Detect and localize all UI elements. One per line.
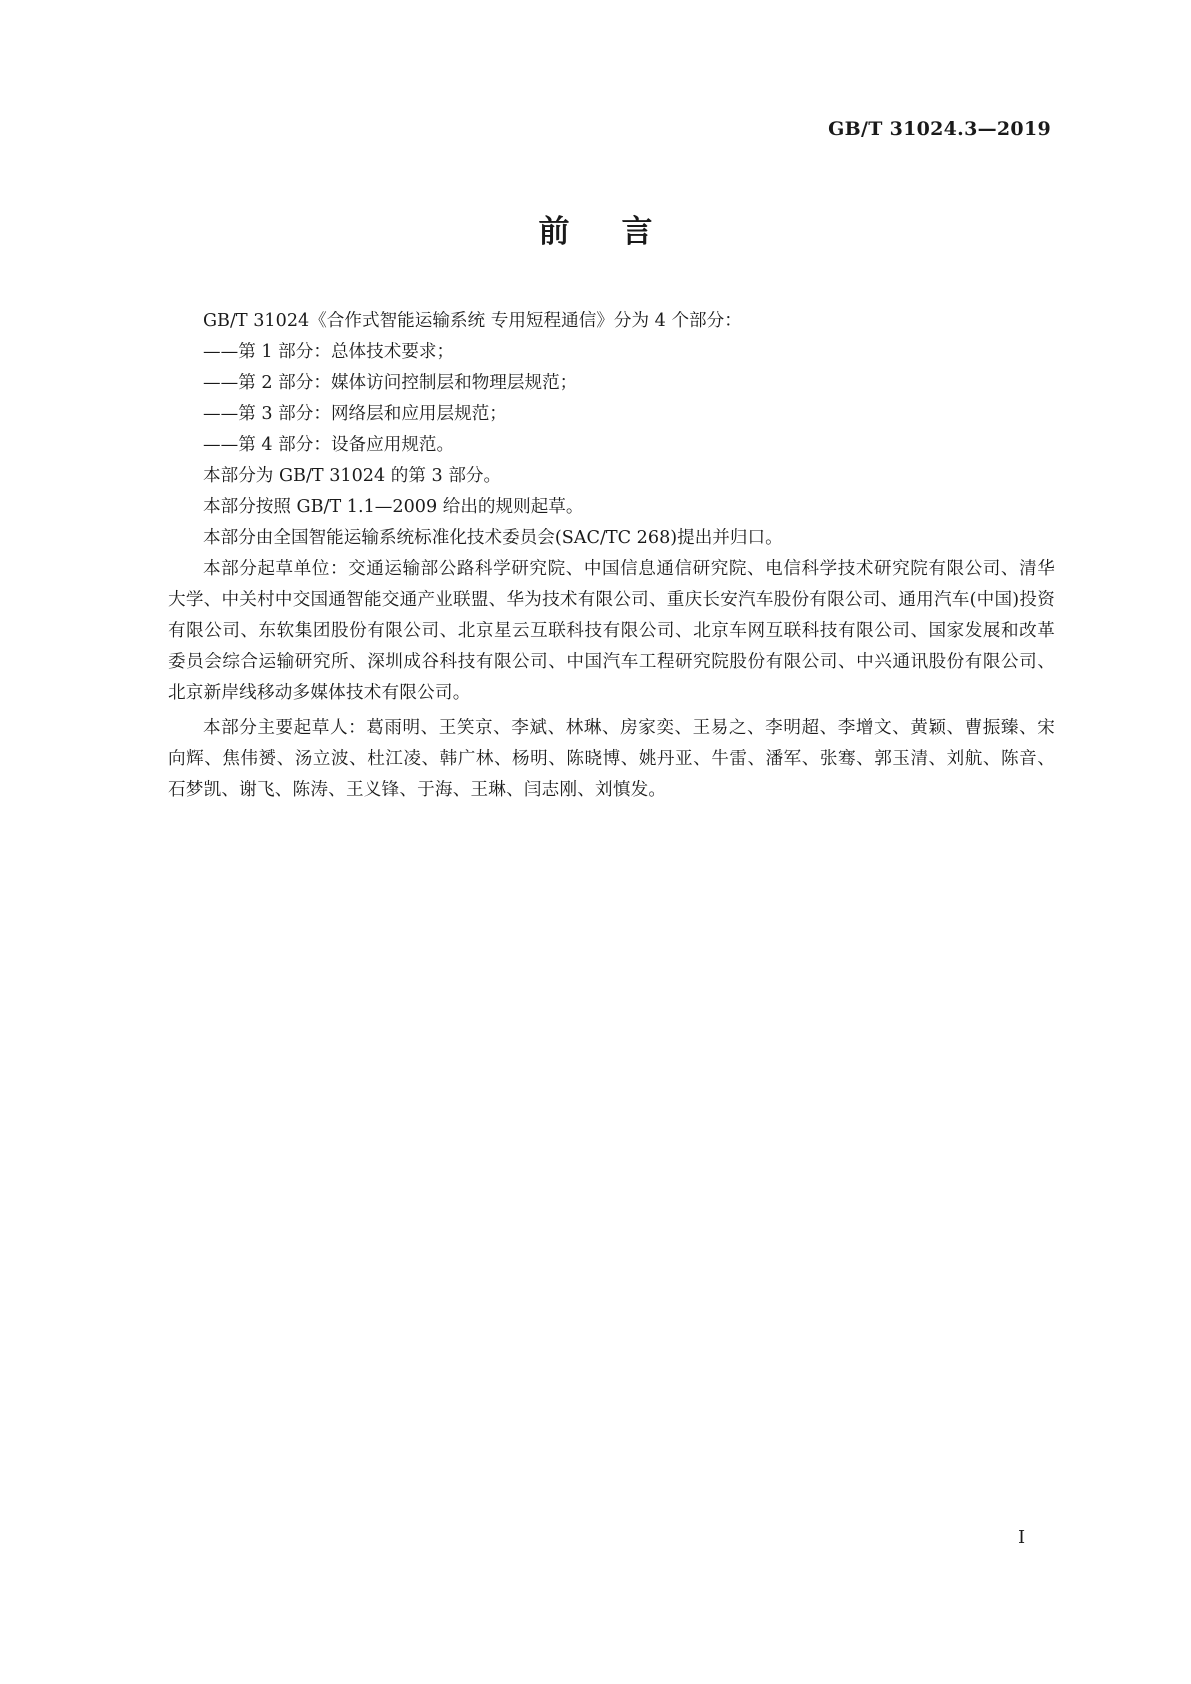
drafters-paragraph: 本部分主要起草人：葛雨明、王笑京、李斌、林琳、房家奕、王易之、李明超、李增文、黄颖、曹振臻、宋向辉、焦伟赟、汤立波、杜江凌、韩广林、杨明、陈晓博、姚丹亚、牛雷、潘军、张骞、郭玉清、刘航、陈音、石梦凯、谢飞、陈涛、王义锋、于海、王琳、闫志刚、刘慎发。 <box>168 718 1055 800</box>
page-title: 前言 <box>538 214 705 250</box>
part-list-item-2: ——第 2 部分：媒体访问控制层和物理层规范； <box>203 373 578 393</box>
page-number: I <box>1018 1527 1026 1548</box>
part-list-item-4: ——第 4 部分：设备应用规范。 <box>203 435 455 455</box>
standard-number: GB/T 31024.3—2019 <box>828 118 1051 140</box>
proposed-by-paragraph: 本部分由全国智能运输系统标准化技术委员会(SAC/TC 268)提出并归口。 <box>203 528 783 548</box>
this-part-paragraph: 本部分为 GB/T 31024 的第 3 部分。 <box>203 466 502 486</box>
intro-paragraph: GB/T 31024《合作式智能运输系统 专用短程通信》分为 4 个部分： <box>203 311 742 331</box>
drafting-rules-paragraph: 本部分按照 GB/T 1.1—2009 给出的规则起草。 <box>203 497 584 517</box>
part-list-item-3: ——第 3 部分：网络层和应用层规范； <box>203 404 507 424</box>
part-list-item-1: ——第 1 部分：总体技术要求； <box>203 342 455 362</box>
foreword-body <box>168 306 1055 810</box>
drafting-units-paragraph: 本部分起草单位：交通运输部公路科学研究院、中国信息通信研究院、电信科学技术研究院有限公司、清华大学、中关村中交国通智能交通产业联盟、华为技术有限公司、重庆长安汽车股份有限公司、通用汽车(中国)投资有限公司、东软集团股份有限公司、北京星云互联科技有限公司、北京车网互联科技有限公司、国家发展和改革委员会综合运输研究所、深圳成谷科技有限公司、中国汽车工程研究院股份有限公司、中兴通讯股份有限公司、北京新岸线移动多媒体技术有限公司。 <box>168 559 1055 703</box>
